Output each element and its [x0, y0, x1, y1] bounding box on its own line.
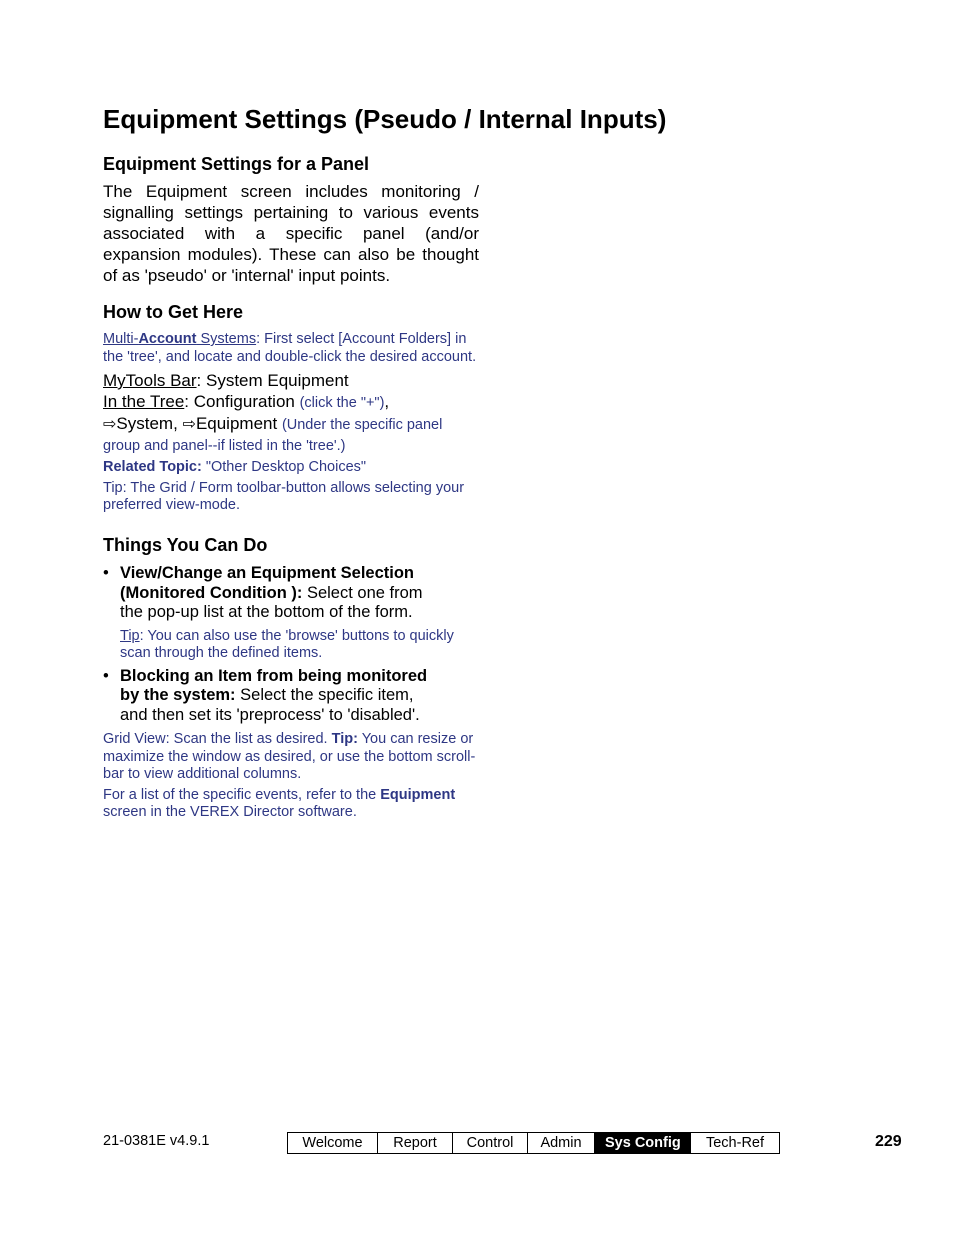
- tip-link[interactable]: Tip: [120, 627, 140, 644]
- nav-tab-admin[interactable]: Admin: [527, 1133, 594, 1153]
- section-get-here: [103, 302, 479, 515]
- related-topic-label: Related Topic:: [103, 459, 202, 475]
- nav-tab-report[interactable]: Report: [377, 1133, 452, 1153]
- nav-tab-sys-config[interactable]: Sys Config: [594, 1133, 690, 1153]
- bullet-icon: •: [103, 666, 109, 685]
- tree-note: (click the "+"): [299, 395, 385, 411]
- section-things: [103, 535, 479, 822]
- page-number: 229: [875, 1133, 902, 1150]
- view-mode-tip: Tip: The Grid / Form toolbar-button allows selecting your preferred view-mode.: [103, 479, 465, 513]
- multi-account-note: Multi-Account Systems: First select [Account Folders] in the 'tree', and locate and double-click the desired account.: [103, 331, 477, 365]
- bullet-icon: •: [103, 564, 109, 582]
- arrow-right-icon: ⇨: [182, 416, 196, 433]
- list-item: • Blocking an Item from being monitored by the system: Select the specific item, and then set its 'preprocess' to 'disabled'.: [103, 666, 428, 724]
- browse-tip: Tip: You can also use the 'browse' buttons to quickly scan through the defined items.: [120, 627, 454, 661]
- section-panel: [103, 154, 479, 286]
- footer-nav: [287, 1132, 780, 1154]
- document-code: 21-0381E v4.9.1: [103, 1133, 210, 1149]
- mytools-label: MyTools Bar: [103, 371, 197, 390]
- events-reference-note: For a list of the specific events, refer to the Equipment screen in the VEREX Director software.: [103, 786, 456, 820]
- grid-view-note: Grid View: Scan the list as desired. Tip: You can resize or maximize the window as desired, or use the bottom scroll-bar to view additional columns.: [103, 731, 476, 782]
- tree-subpath: ⇨System, ⇨Equipment (Under the specific panel group and panel--if listed in the 'tree'.): [103, 414, 443, 454]
- section-heading-get-here: How to Get Here: [103, 302, 244, 322]
- nav-tab-control[interactable]: Control: [452, 1133, 527, 1153]
- nav-tab-welcome[interactable]: Welcome: [288, 1133, 377, 1153]
- related-topic: [103, 459, 479, 477]
- section-panel-body: The Equipment screen includes monitoring / signalling settings pertaining to various events associated with a specific panel (and/or expansion modules). These can also be thought of as 'pseudo' or 'internal' input points.: [103, 182, 479, 285]
- path-note: (Under the specific panel group and panel--if listed in the 'tree'.): [103, 417, 443, 454]
- arrow-right-icon: ⇨: [103, 416, 117, 433]
- section-heading-things: Things You Can Do: [103, 535, 268, 555]
- list-item: • View/Change an Equipment Selection (Monitored Condition ): Select one from the pop-up list at the bottom of the form.: [103, 564, 423, 621]
- mytools-path: MyTools Bar: System Equipment: [103, 371, 349, 390]
- page-title: Equipment Settings (Pseudo / Internal Inputs): [103, 104, 667, 134]
- tree-label: In the Tree: [103, 392, 185, 411]
- related-topic-link[interactable]: "Other Desktop Choices": [201, 459, 367, 475]
- multi-account-link[interactable]: Multi-Account Systems: [103, 331, 257, 347]
- nav-tab-tech-ref[interactable]: Tech-Ref: [690, 1133, 779, 1153]
- section-heading-panel: Equipment Settings for a Panel: [103, 154, 370, 174]
- tree-path: In the Tree: Configuration (click the "+"),: [103, 392, 390, 411]
